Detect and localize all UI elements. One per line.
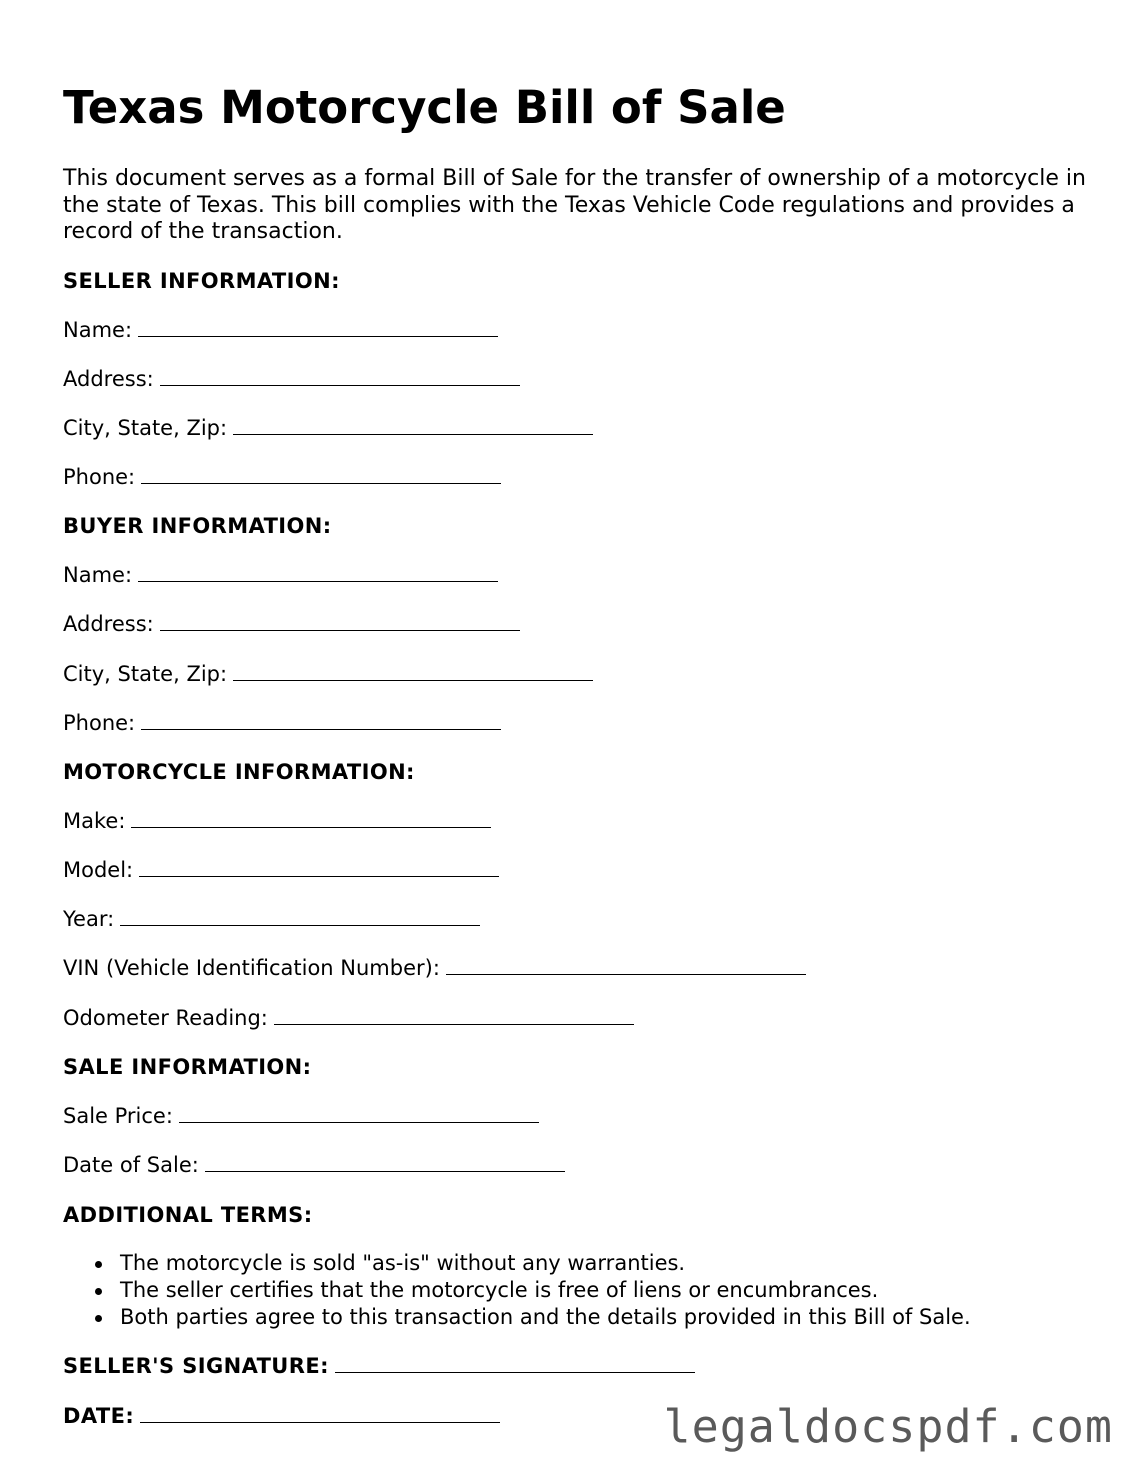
sale-price-field[interactable] bbox=[63, 1101, 539, 1131]
term-text: The seller certifies that the motorcycle is free of liens or encumbrances. bbox=[120, 1278, 879, 1302]
vin-label: VIN (Vehicle Identification Number): bbox=[63, 956, 440, 980]
sale-date-label: Date of Sale: bbox=[63, 1153, 199, 1177]
terms-list bbox=[63, 1250, 971, 1331]
make-blank[interactable] bbox=[131, 807, 491, 828]
intro-paragraph: This document serves as a formal Bill of Sale for the transfer of ownership of a motorcycle in the state of Texas. This bill complies with the Texas Vehicle Code regulations and provides a record of the transaction. bbox=[63, 166, 1086, 244]
seller-signature-field[interactable] bbox=[63, 1351, 695, 1381]
year-blank[interactable] bbox=[120, 905, 480, 926]
bullet-icon bbox=[95, 1288, 102, 1295]
motorcycle-heading: MOTORCYCLE INFORMATION: bbox=[63, 760, 415, 784]
buyer-address-label: Address: bbox=[63, 612, 154, 636]
list-item bbox=[63, 1250, 971, 1277]
buyer-city-field[interactable] bbox=[63, 659, 593, 689]
buyer-heading: BUYER INFORMATION: bbox=[63, 514, 332, 538]
seller-city-field[interactable] bbox=[63, 413, 593, 443]
seller-city-blank[interactable] bbox=[233, 414, 593, 435]
seller-name-field[interactable] bbox=[63, 315, 498, 345]
seller-address-blank[interactable] bbox=[160, 365, 520, 386]
seller-city-label: City, State, Zip: bbox=[63, 416, 228, 440]
seller-signature-blank[interactable] bbox=[335, 1352, 695, 1373]
year-label: Year: bbox=[63, 907, 115, 931]
buyer-city-blank[interactable] bbox=[233, 660, 593, 681]
list-item bbox=[63, 1304, 971, 1331]
buyer-phone-field[interactable] bbox=[63, 708, 501, 738]
buyer-phone-blank[interactable] bbox=[141, 709, 501, 730]
terms-heading: ADDITIONAL TERMS: bbox=[63, 1203, 313, 1227]
sale-price-blank[interactable] bbox=[179, 1102, 539, 1123]
sale-price-label: Sale Price: bbox=[63, 1104, 173, 1128]
buyer-address-field[interactable] bbox=[63, 609, 520, 639]
list-item bbox=[63, 1277, 971, 1304]
vin-blank[interactable] bbox=[446, 954, 806, 975]
seller-name-blank[interactable] bbox=[138, 316, 498, 337]
seller-address-label: Address: bbox=[63, 367, 154, 391]
buyer-name-field[interactable] bbox=[63, 560, 498, 590]
sale-date-field[interactable] bbox=[63, 1150, 565, 1180]
vin-field[interactable] bbox=[63, 953, 806, 983]
seller-heading: SELLER INFORMATION: bbox=[63, 269, 340, 293]
seller-phone-label: Phone: bbox=[63, 465, 136, 489]
make-field[interactable] bbox=[63, 806, 491, 836]
buyer-city-label: City, State, Zip: bbox=[63, 662, 228, 686]
make-label: Make: bbox=[63, 809, 126, 833]
seller-signature-label: SELLER'S SIGNATURE: bbox=[63, 1354, 329, 1378]
seller-name-label: Name: bbox=[63, 318, 133, 342]
term-text: Both parties agree to this transaction and the details provided in this Bill of Sale. bbox=[120, 1305, 971, 1329]
signature-date-field[interactable] bbox=[63, 1401, 500, 1431]
model-blank[interactable] bbox=[139, 856, 499, 877]
signature-date-label: DATE: bbox=[63, 1404, 135, 1428]
model-label: Model: bbox=[63, 858, 134, 882]
bullet-icon bbox=[95, 1261, 102, 1268]
bullet-icon bbox=[95, 1315, 102, 1322]
year-field[interactable] bbox=[63, 904, 480, 934]
seller-address-field[interactable] bbox=[63, 364, 520, 394]
buyer-name-blank[interactable] bbox=[138, 561, 498, 582]
odometer-blank[interactable] bbox=[274, 1004, 634, 1025]
odometer-field[interactable] bbox=[63, 1003, 634, 1033]
model-field[interactable] bbox=[63, 855, 499, 885]
buyer-phone-label: Phone: bbox=[63, 711, 136, 735]
seller-phone-blank[interactable] bbox=[141, 463, 501, 484]
odometer-label: Odometer Reading: bbox=[63, 1006, 268, 1030]
signature-date-blank[interactable] bbox=[140, 1402, 500, 1423]
watermark: legaldocspdf.com bbox=[663, 1400, 1113, 1453]
buyer-name-label: Name: bbox=[63, 563, 133, 587]
document-title: Texas Motorcycle Bill of Sale bbox=[63, 81, 786, 134]
sale-heading: SALE INFORMATION: bbox=[63, 1055, 312, 1079]
sale-date-blank[interactable] bbox=[205, 1151, 565, 1172]
buyer-address-blank[interactable] bbox=[160, 610, 520, 631]
term-text: The motorcycle is sold "as-is" without any warranties. bbox=[120, 1251, 686, 1275]
seller-phone-field[interactable] bbox=[63, 462, 501, 492]
